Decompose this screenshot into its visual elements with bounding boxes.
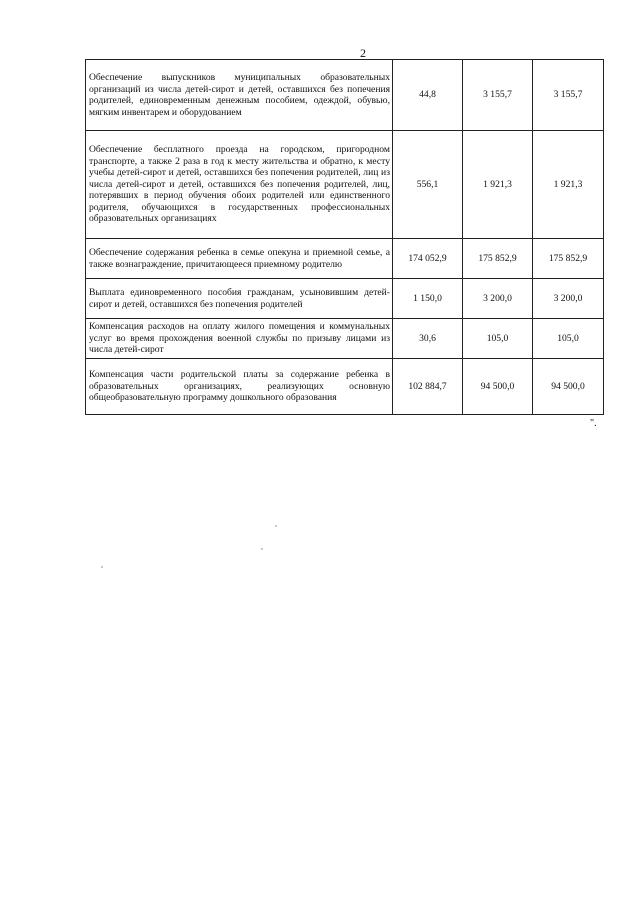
value-cell: 94 500,0: [463, 359, 533, 415]
scan-speck: [101, 566, 103, 568]
value-cell: 1 921,3: [533, 131, 604, 239]
table-row: [86, 239, 604, 279]
value-cell: 1 150,0: [393, 279, 463, 319]
row-description: Компенсация части родительской платы за содержание ребенка в образовательных организациях, реализующих основную общеобразовательную программу дошкольного образования: [86, 359, 393, 415]
row-description: Обеспечение бесплатного проезда на городском, пригородном транспорте, а также 2 раза в год к месту жительства и обратно, к месту учебы детей-сирот и детей, оставшихся без попечения родителей, лиц из числа детей-сирот и детей, оставшихся без попечения родителей, лиц, потерявших в период обучения обоих родителей или единственного родителя, обучающихся в государственных профессиональных образовательных организациях: [86, 131, 393, 239]
table-row: [86, 279, 604, 319]
closing-quote-mark: ".: [590, 418, 597, 429]
scan-speck: [275, 525, 277, 527]
value-cell: 3 155,7: [533, 60, 604, 131]
row-description: Компенсация расходов на оплату жилого помещения и коммунальных услуг во время прохождения военной службы по призыву лицами из числа детей-сирот: [86, 319, 393, 359]
value-cell: 3 200,0: [533, 279, 604, 319]
value-cell: 30,6: [393, 319, 463, 359]
value-cell: 3 200,0: [463, 279, 533, 319]
table-row: [86, 131, 604, 239]
value-cell: 1 921,3: [463, 131, 533, 239]
value-cell: 175 852,9: [533, 239, 604, 279]
value-cell: 175 852,9: [463, 239, 533, 279]
value-cell: 105,0: [533, 319, 604, 359]
value-cell: 102 884,7: [393, 359, 463, 415]
row-description: Выплата единовременного пособия гражданам, усыновившим детей-сирот и детей, оставшихся без попечения родителей: [86, 279, 393, 319]
table-row: [86, 359, 604, 415]
value-cell: 556,1: [393, 131, 463, 239]
scan-speck: [261, 548, 263, 550]
value-cell: 174 052,9: [393, 239, 463, 279]
value-cell: 44,8: [393, 60, 463, 131]
row-description: Обеспечение выпускников муниципальных образовательных организаций из числа детей-сирот и детей, оставшихся без попечения родителей, единовременным денежным пособием, одеждой, обувью, мягким инвентарем и оборудованием: [86, 60, 393, 131]
table-row: [86, 319, 604, 359]
row-description: Обеспечение содержания ребенка в семье опекуна и приемной семье, а также вознаграждение, причитающееся приемному родителю: [86, 239, 393, 279]
budget-table: [85, 59, 604, 415]
page-number: 2: [360, 46, 366, 60]
table-row: [86, 60, 604, 131]
value-cell: 94 500,0: [533, 359, 604, 415]
value-cell: 3 155,7: [463, 60, 533, 131]
value-cell: 105,0: [463, 319, 533, 359]
